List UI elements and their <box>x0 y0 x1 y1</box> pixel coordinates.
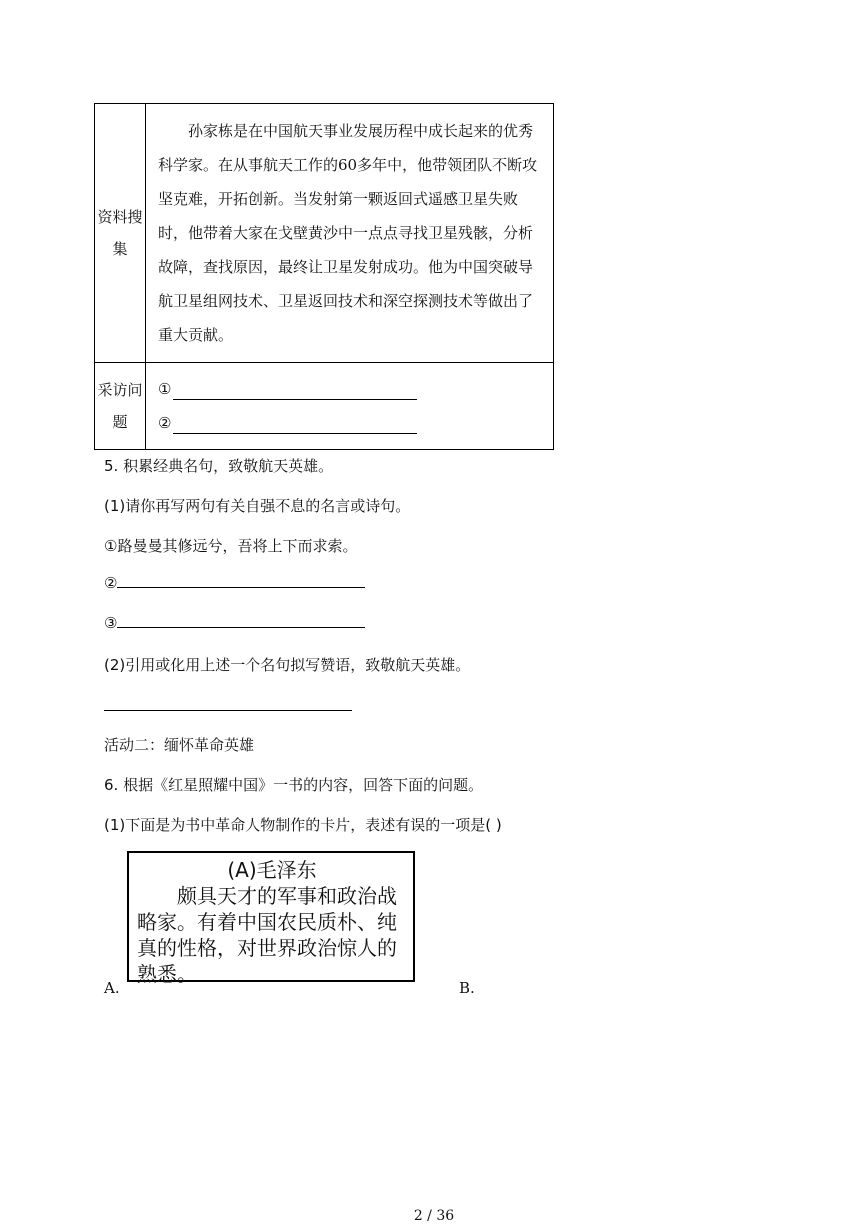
row-label-interview: 采访问题 <box>95 363 146 450</box>
research-text <box>146 104 554 363</box>
page-number: 2 / 36 <box>413 1208 455 1224</box>
answer-blank[interactable] <box>173 398 417 400</box>
q5-title: 5. 积累经典名句，致敬航天英雄。 <box>104 457 334 475</box>
q5-sub2: (2)引用或化用上述一个名句拟写赞语，致敬航天英雄。 <box>104 656 471 674</box>
table-row <box>95 363 554 450</box>
card-body: 颇具天才的军事和政治战略家。有着中国农民质朴、纯真的性格，对世界政治惊人的熟悉。 <box>137 884 397 986</box>
option-b-label[interactable]: B. <box>459 979 475 997</box>
circle-2: ② <box>104 574 118 592</box>
row-label-research: 资料搜集 <box>95 104 146 363</box>
q6-sub1: (1)下面是为书中革命人物制作的卡片，表述有误的一项是( ) <box>104 816 502 834</box>
q5-item3[interactable] <box>104 614 365 632</box>
research-paragraph: 孙家栋是在中国航天事业发展历程中成长起来的优秀科学家。在从事航天工作的60多年中，他带领团队不断攻坚克难，开拓创新。当发射第一颗返回式遥感卫星失败时，他带着大家在戈壁黄沙中一点点寻找卫星残骸，分析故障，查找原因，最终让卫星发射成功。他为中国突破导航卫星组网技术、卫星返回技术和深空探测技术等做出了重大贡献。 <box>158 122 538 344</box>
activity2-title: 活动二：缅怀革命英雄 <box>104 736 255 754</box>
interview-line-1[interactable] <box>158 372 541 406</box>
character-card-a <box>127 851 415 986</box>
answer-blank[interactable] <box>104 710 352 711</box>
q5-sub1: (1)请你再写两句有关自强不息的名言或诗句。 <box>104 497 411 515</box>
interview-line-2[interactable] <box>158 406 541 440</box>
info-table <box>94 103 554 450</box>
answer-blank[interactable] <box>117 626 365 628</box>
answer-blank[interactable] <box>117 586 365 588</box>
interview-questions <box>146 363 554 450</box>
q5-item1: ①路曼曼其修远兮，吾将上下而求索。 <box>104 537 358 555</box>
table-row <box>95 104 554 363</box>
circle-1: ① <box>158 380 172 398</box>
option-a-label[interactable]: A. <box>104 979 120 997</box>
circle-3: ③ <box>104 614 118 632</box>
answer-blank[interactable] <box>173 432 417 434</box>
card-title: (A)毛泽东 <box>227 858 317 882</box>
q6-title: 6. 根据《红星照耀中国》一书的内容，回答下面的问题。 <box>104 776 484 794</box>
circle-2: ② <box>158 414 172 432</box>
q5-item2[interactable] <box>104 574 365 592</box>
